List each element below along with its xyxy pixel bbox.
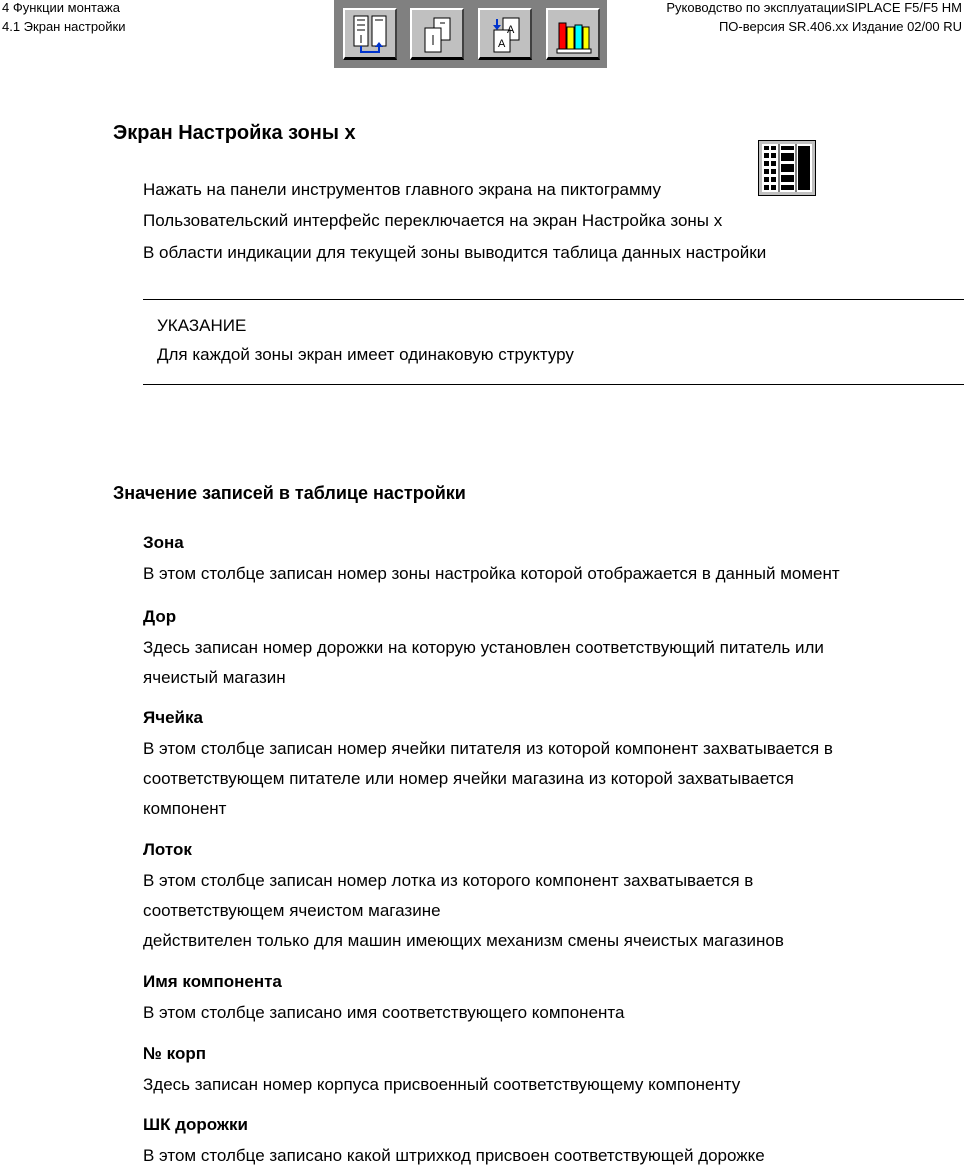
entry-description: Здесь записан номер корпуса присвоенный соответствующему компоненту [143, 1075, 741, 1094]
entry-term: Лоток [143, 840, 192, 859]
entry-term: Ячейка [143, 708, 203, 727]
library-books-icon [555, 15, 593, 55]
note-label: УКАЗАНИЕ [157, 316, 247, 335]
swap-documents-button[interactable] [478, 8, 532, 60]
header-section: 4.1 Экран настройки [2, 19, 126, 34]
entry-term: Имя компонента [143, 972, 282, 991]
toolbar [334, 0, 607, 68]
pages-icon [419, 15, 457, 55]
library-button[interactable] [546, 8, 600, 60]
header-version: ПО-версия SR.406.xx Издание 02/00 RU [718, 19, 962, 34]
swap-documents-icon [487, 15, 525, 55]
entry-description: действителен только для машин имеющих механизм смены ячеистых магазинов [143, 931, 784, 950]
entry-description: В этом столбце записано имя соответствующего компонента [143, 1003, 625, 1022]
entry-description: В этом столбце записано какой штрихкод присвоен соответствующей дорожке [143, 1146, 765, 1165]
entry-description: соответствующем ячеистом магазине [143, 901, 441, 920]
note-divider-bottom [143, 384, 964, 385]
setup-table-button[interactable] [343, 8, 397, 60]
setup-table-icon [352, 15, 390, 55]
setup-zone-icon [758, 140, 816, 196]
entry-description: соответствующем питателе или номер ячейки магазина из которой захватывается [143, 769, 794, 788]
intro-line: Пользовательский интерфейс переключается на экран Настройка зоны x [143, 211, 723, 230]
entry-description: компонент [143, 799, 227, 818]
svg-text:A: A [507, 24, 515, 36]
entry-term: ШК дорожки [143, 1115, 248, 1134]
section-title: Значение записей в таблице настройки [113, 483, 466, 503]
entry-description: В этом столбце записан номер ячейки питателя из которой компонент захватывается в [143, 739, 833, 758]
intro-line: В области индикации для текущей зоны выводится таблица данных настройки [143, 243, 767, 262]
entry-term: № корп [143, 1044, 206, 1063]
note-divider-top [143, 299, 964, 300]
entry-description: Здесь записан номер дорожки на которую установлен соответствующий питатель или [143, 638, 824, 657]
page-title: Экран Настройка зоны x [113, 122, 356, 144]
note-text: Для каждой зоны экран имеет одинаковую структуру [157, 345, 574, 364]
svg-text:A: A [498, 38, 506, 50]
header-chapter: 4 Функции монтажа [2, 0, 120, 15]
entry-description: В этом столбце записан номер лотка из которого компонент захватывается в [143, 871, 754, 890]
entry-description: В этом столбце записан номер зоны настройка которой отображается в данный момент [143, 564, 840, 583]
header-manual: Руководство по эксплуатацииSIPLACE F5/F5 HM [666, 0, 962, 15]
entry-term: Дор [143, 607, 177, 626]
intro-line: Нажать на панели инструментов главного экрана на пиктограмму [143, 180, 662, 199]
entry-description: ячеистый магазин [143, 668, 286, 687]
pages-button[interactable] [410, 8, 464, 60]
entry-term: Зона [143, 533, 184, 552]
